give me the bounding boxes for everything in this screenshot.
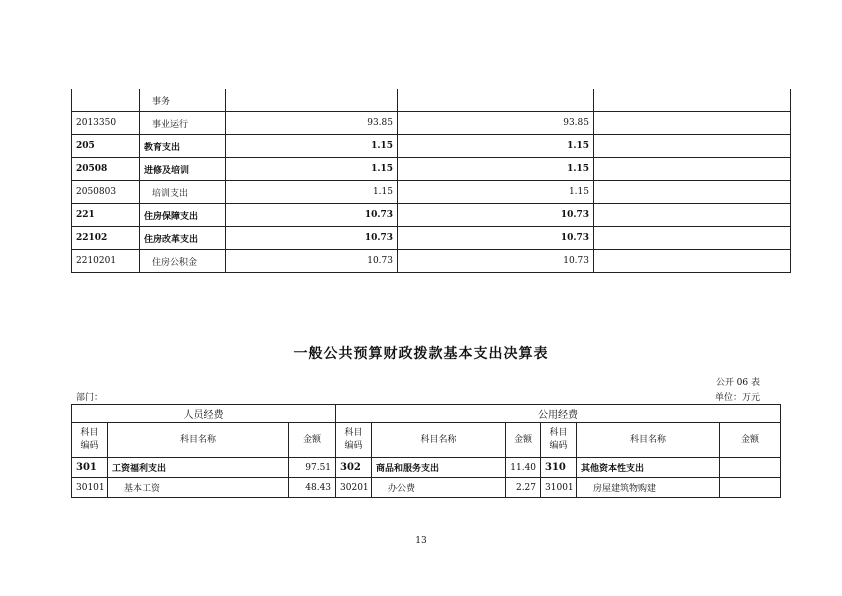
subject-name-cell: 其他资本性支出 (577, 458, 720, 478)
table-row (72, 250, 791, 273)
amount-cell (720, 478, 781, 498)
subject-code-cell: 205 (72, 135, 140, 158)
subject-name-cell: 住房公积金 (140, 250, 226, 273)
subject-name-cell: 进修及培训 (140, 158, 226, 181)
subject-code-cell: 301 (72, 458, 108, 478)
header-amount: 金额 (289, 423, 336, 458)
subject-code-cell: 20508 (72, 158, 140, 181)
page-title: 一般公共预算财政拨款基本支出决算表 (293, 346, 549, 362)
header-subject-name: 科目名称 (372, 423, 506, 458)
amount-cell: 1.15 (226, 181, 398, 204)
subject-name-cell: 事业运行 (140, 112, 226, 135)
page-number: 13 (415, 536, 427, 546)
subject-name-cell: 住房改革支出 (140, 227, 226, 250)
amount-cell: 93.85 (226, 112, 398, 135)
amount-cell: 93.85 (398, 112, 594, 135)
amount-cell: 1.15 (398, 158, 594, 181)
subject-code-cell: 22102 (72, 227, 140, 250)
subject-name-cell: 房屋建筑物购建 (577, 478, 720, 498)
table-row (72, 227, 791, 250)
header-subject-code: 科目 编码 (336, 423, 372, 458)
header-amount: 金额 (506, 423, 541, 458)
subject-name-cell: 基本工资 (108, 478, 289, 498)
subject-name-cell: 事务 (140, 89, 226, 112)
subject-code-cell: 2210201 (72, 250, 140, 273)
amount-cell (226, 89, 398, 112)
table-row (72, 158, 791, 181)
amount-cell: 11.40 (506, 458, 541, 478)
basic-expenditure-table (71, 404, 781, 498)
department-label: 部门： (76, 393, 104, 403)
amount-cell: 2.27 (506, 478, 541, 498)
table-row (72, 89, 791, 112)
top-expenditure-table (71, 89, 791, 273)
subject-code-cell: 302 (336, 458, 372, 478)
table-row (72, 112, 791, 135)
group-header-personnel: 人员经费 (72, 405, 336, 423)
amount-cell: 10.73 (398, 204, 594, 227)
subject-code-cell: 2013350 (72, 112, 140, 135)
subject-name-cell: 教育支出 (140, 135, 226, 158)
subject-name-cell: 住房保障支出 (140, 204, 226, 227)
table-row (72, 478, 781, 498)
subject-name-cell: 办公费 (372, 478, 506, 498)
amount-cell: 97.51 (289, 458, 336, 478)
amount-cell (594, 89, 791, 112)
group-header-public: 公用经费 (336, 405, 781, 423)
amount-cell (594, 135, 791, 158)
amount-cell: 1.15 (398, 135, 594, 158)
amount-cell: 10.73 (226, 204, 398, 227)
table-row (72, 204, 791, 227)
amount-cell (594, 204, 791, 227)
table-row (72, 181, 791, 204)
subject-code-cell: 31001 (541, 478, 577, 498)
header-subject-name: 科目名称 (577, 423, 720, 458)
amount-cell: 10.73 (398, 250, 594, 273)
amount-cell: 1.15 (398, 181, 594, 204)
amount-cell: 10.73 (226, 227, 398, 250)
amount-cell (720, 458, 781, 478)
form-code: 公开 06 表 (715, 378, 760, 388)
subject-code-cell: 30201 (336, 478, 372, 498)
subject-code-cell: 30101 (72, 478, 108, 498)
amount-cell: 1.15 (226, 135, 398, 158)
amount-cell (594, 158, 791, 181)
header-subject-name: 科目名称 (108, 423, 289, 458)
amount-cell: 1.15 (226, 158, 398, 181)
amount-cell (594, 181, 791, 204)
table-row (72, 458, 781, 478)
amount-cell: 10.73 (398, 227, 594, 250)
subject-code-cell: 310 (541, 458, 577, 478)
subject-name-cell: 工资福利支出 (108, 458, 289, 478)
header-subject-code: 科目 编码 (541, 423, 577, 458)
amount-cell (594, 250, 791, 273)
table-row (72, 135, 791, 158)
amount-cell (398, 89, 594, 112)
amount-cell (594, 227, 791, 250)
subject-code-cell: 221 (72, 204, 140, 227)
header-subject-code: 科目 编码 (72, 423, 108, 458)
unit-label: 单位：万元 (714, 393, 760, 403)
subject-code-cell: 2050803 (72, 181, 140, 204)
subject-name-cell: 商品和服务支出 (372, 458, 506, 478)
subject-name-cell: 培训支出 (140, 181, 226, 204)
subject-code-cell (72, 89, 140, 112)
amount-cell (594, 112, 791, 135)
amount-cell: 48.43 (289, 478, 336, 498)
amount-cell: 10.73 (226, 250, 398, 273)
header-amount: 金额 (720, 423, 781, 458)
